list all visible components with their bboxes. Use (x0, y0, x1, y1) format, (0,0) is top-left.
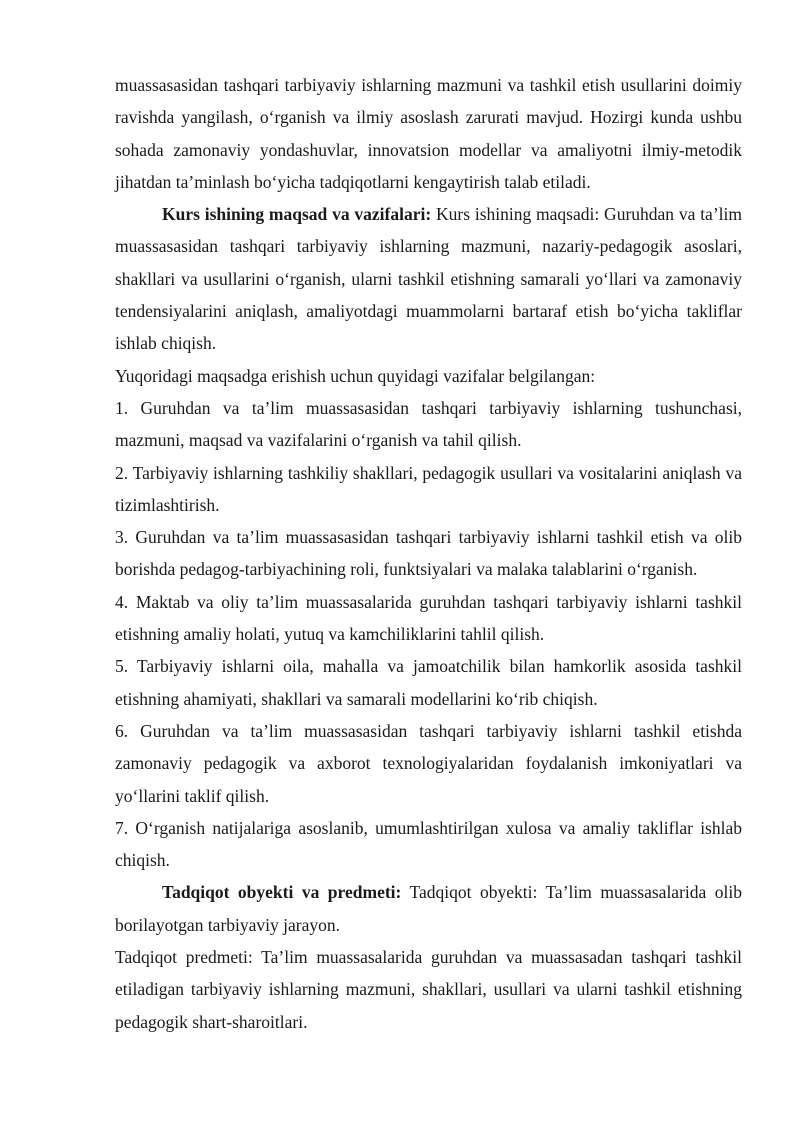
task-item-3: 3. Guruhdan va ta’lim muassasasidan tashqari tarbiyaviy ishlarni tashkil etish va olib borishda pedagog-tarbiyachining roli, funktsiyalari va malaka talablarini o‘rganish. (115, 527, 742, 580)
task-item-1: 1. Guruhdan va ta’lim muassasasidan tashqari tarbiyaviy ishlarning tushunchasi, mazmuni, maqsad va vazifalarini o‘rganish va tahil qilish. (115, 397, 742, 451)
subject-paragraph: Tadqiqot predmeti: Ta’lim muassasalarida guruhdan va muassasadan tashqari tashkil etiladigan tarbiyaviy ishlarning mazmuni, shakllari, usullari va ularni tashkil etishning pedagogik shart-sharoitlari. (115, 947, 742, 1032)
goals-text: Kurs ishining maqsadi: Guruhdan va ta’lim muassasasidan tashqari tarbiyaviy ishlarning mazmuni, nazariy-pedagogik asoslari, shakllari va usullarini o‘rganish, ularni tashkil etishning samarali yo‘llari va zamonaviy tendensiyalarini aniqlash, amaliyotdagi muammolarni bartaraf etish bo‘yicha takliflar ishlab chiqish. (115, 204, 742, 354)
object-paragraph (115, 876, 742, 941)
task-item-4: 4. Maktab va oliy ta’lim muassasalarida guruhdan tashqari tarbiyaviy ishlarni tashkil etishning amaliy holati, yutuq va kamchiliklarini tahlil qilish. (115, 591, 742, 645)
document-page (115, 69, 742, 1038)
task-item-2: 2. Tarbiyaviy ishlarning tashkiliy shakllari, pedagogik usullari va vositalarini aniqlash va tizimlashtirish. (115, 462, 742, 515)
intro-paragraph: muassasasidan tashqari tarbiyaviy ishlarning mazmuni va tashkil etish usullarini doimiy ravishda yangilash, o‘rganish va ilmiy asoslash zarurati mavjud. Hozirgi kunda ushbu sohada zamonaviy yondashuvlar, innovatsion modellar va amaliyotni ilmiy-metodik jihatdan ta’minlash bo‘yicha tadqiqotlarni kengaytirish talab etiladi. (115, 75, 742, 192)
object-heading: Tadqiqot obyekti va predmeti: (162, 882, 402, 903)
object-text: Tadqiqot obyekti: Ta’lim muassasalarida olib borilayotgan tarbiyaviy jarayon. (115, 882, 742, 935)
task-item-5: 5. Tarbiyaviy ishlarni oila, mahalla va jamoatchilik bilan hamkorlik asosida tashkil etishning ahamiyati, shakllari va samarali modellarini ko‘rib chiqish. (115, 656, 742, 709)
task-item-6: 6. Guruhdan va ta’lim muassasasidan tashqari tarbiyaviy ishlarni tashkil etishda zamonaviy pedagogik va axborot texnologiyalaridan foydalanish imkoniyatlari va yo‘llarini taklif qilish. (115, 720, 742, 806)
task-item-7: 7. O‘rganish natijalariga asoslanib, umumlashtirilgan xulosa va amaliy takliflar ishlab chiqish. (115, 817, 742, 871)
tasks-intro: Yuqoridagi maqsadga erishish uchun quyidagi vazifalar belgilangan: (115, 365, 596, 386)
goals-paragraph (115, 198, 742, 359)
goals-heading: Kurs ishining maqsad va vazifalari: (162, 204, 432, 225)
